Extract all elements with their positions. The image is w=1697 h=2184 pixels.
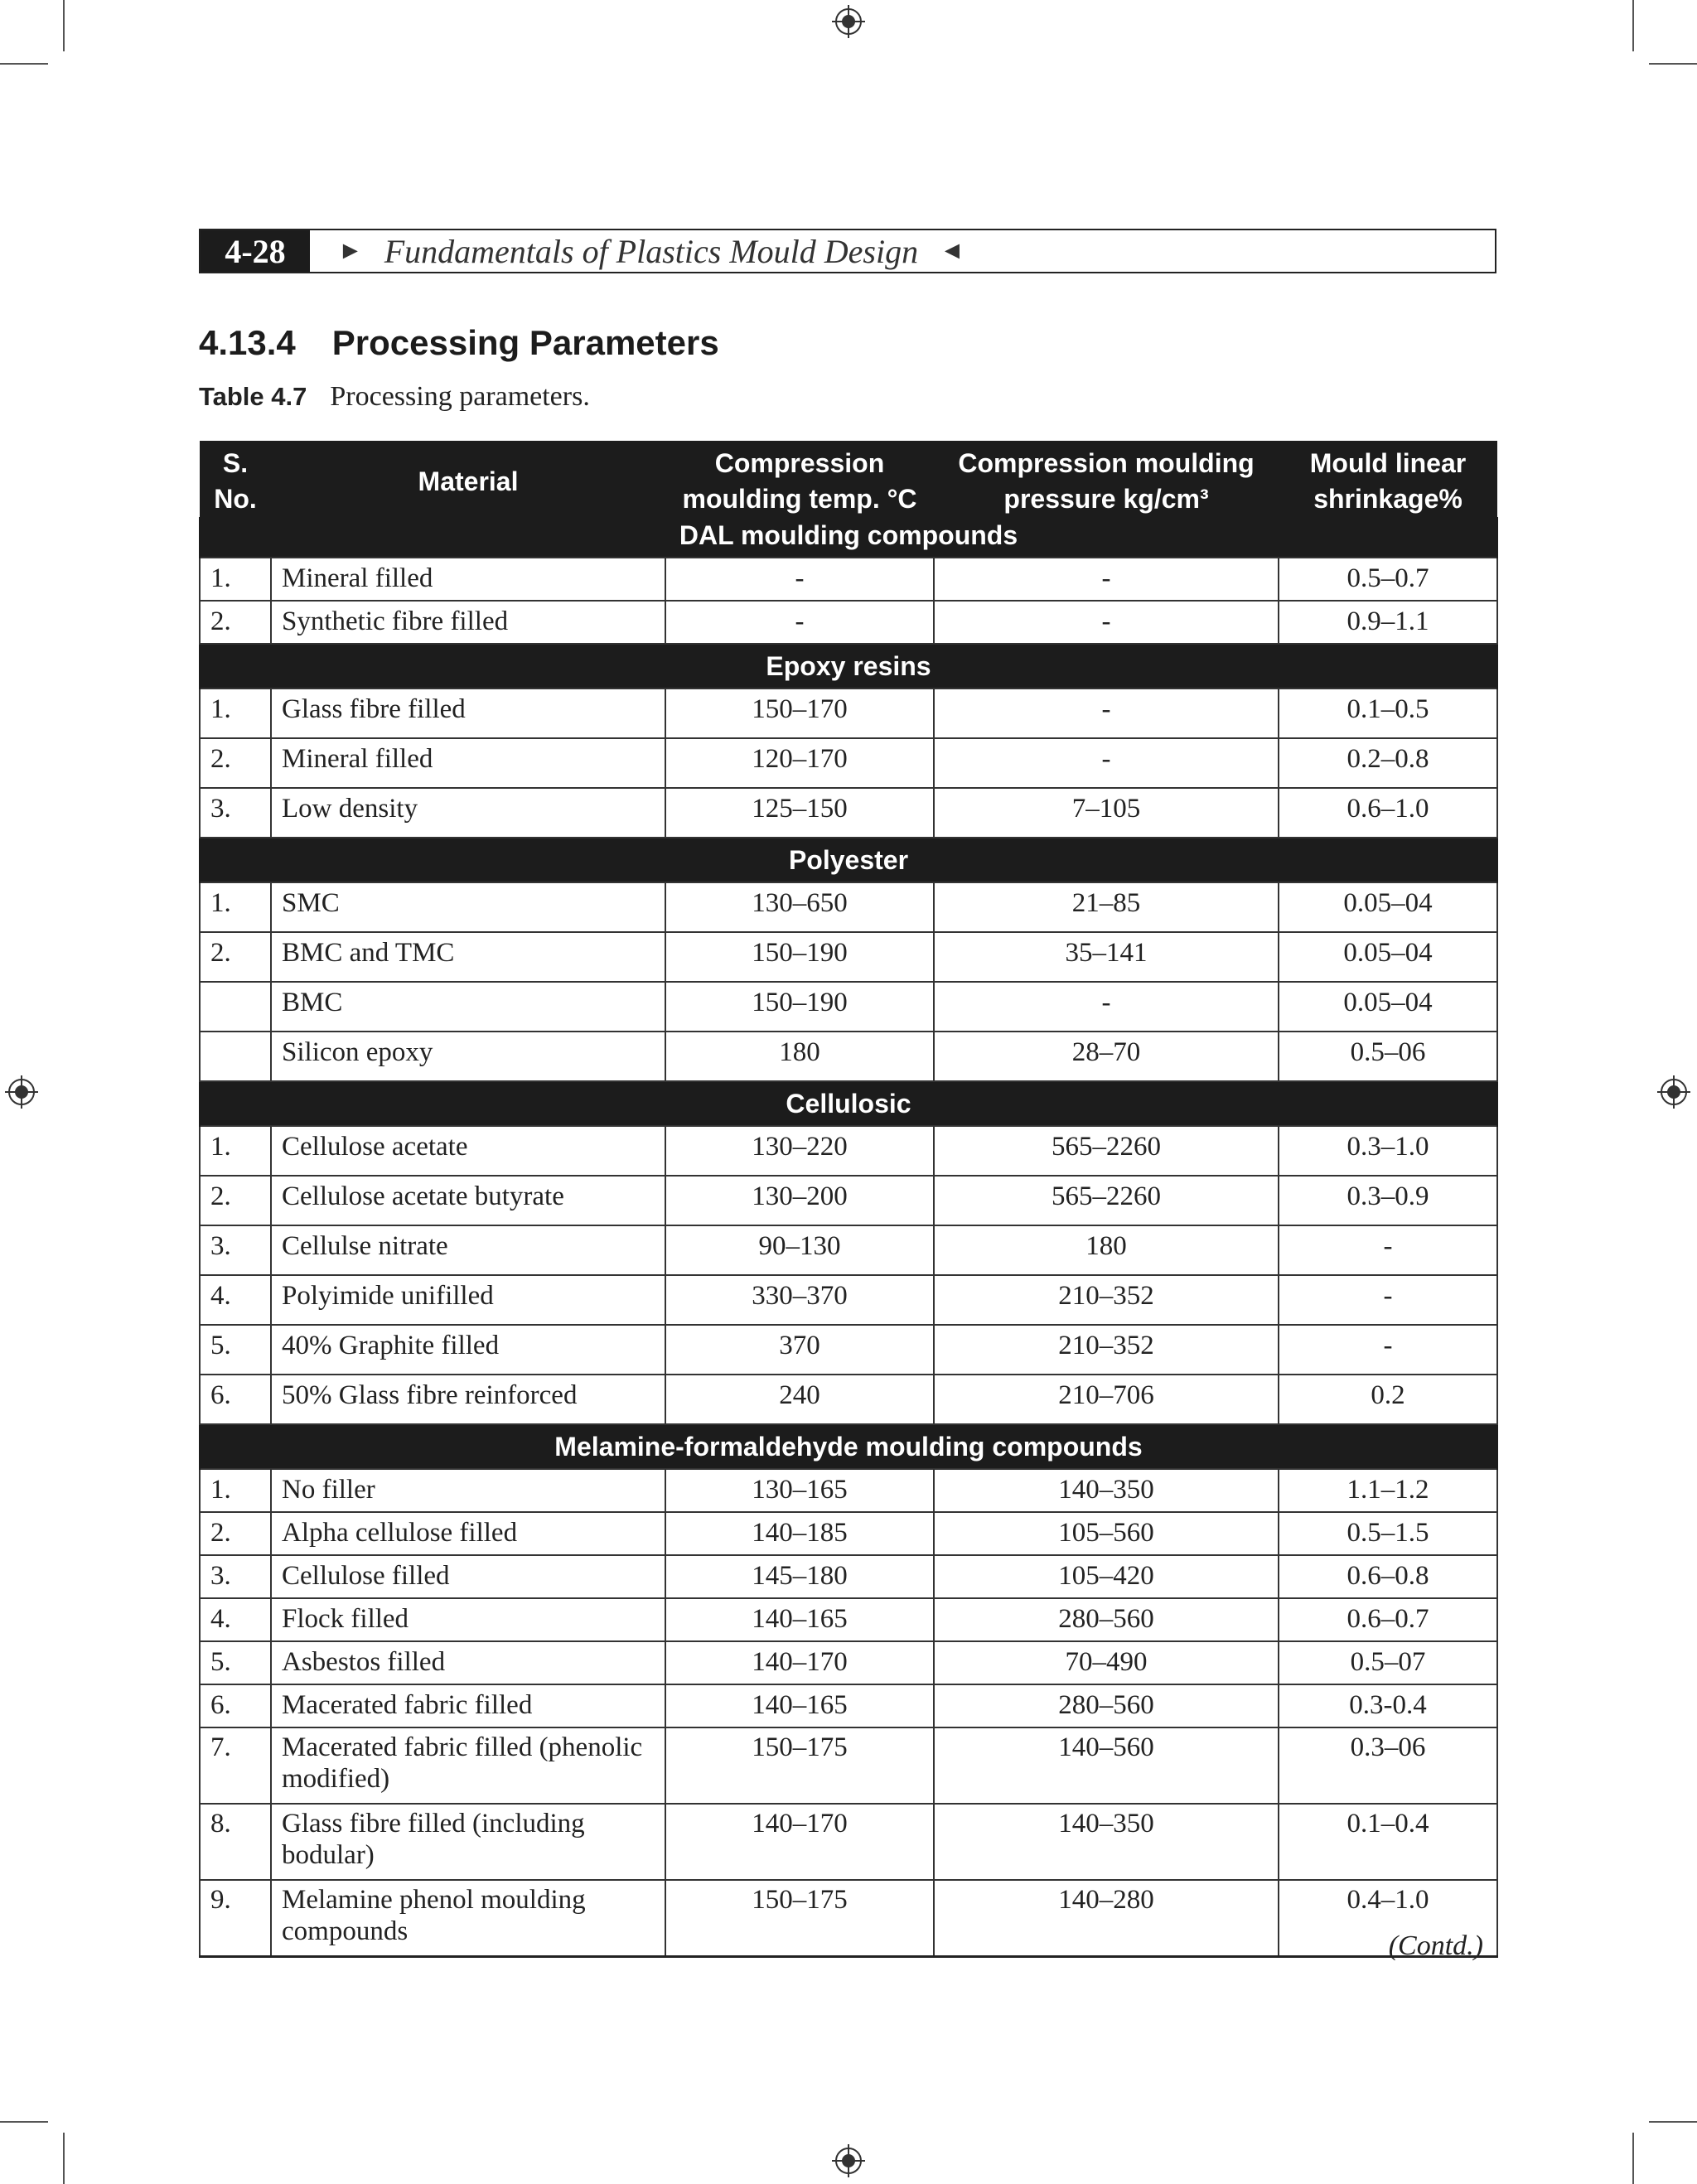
cell-material: Synthetic fibre filled: [271, 601, 665, 644]
cell-sno: 6.: [200, 1684, 271, 1727]
table-row: [200, 1225, 1497, 1275]
cell-shrinkage: 0.3–06: [1279, 1727, 1497, 1804]
table-row: [200, 1598, 1497, 1641]
cell-material: Macerated fabric filled: [271, 1684, 665, 1727]
registration-mark-icon: [1657, 1075, 1690, 1109]
crop-mark: [0, 63, 48, 65]
cell-sno: 9.: [200, 1880, 271, 1957]
cell-shrinkage: 0.2–0.8: [1279, 738, 1497, 788]
group-header-row: [200, 838, 1497, 882]
cell-sno: 1.: [200, 882, 271, 932]
cell-temp: 130–165: [665, 1469, 934, 1512]
cell-sno: 8.: [200, 1804, 271, 1880]
cell-material: Alpha cellulose filled: [271, 1512, 665, 1555]
cell-sno: 2.: [200, 601, 271, 644]
group-header-row: [200, 644, 1497, 689]
cell-temp: 240: [665, 1375, 934, 1424]
cell-sno: 2.: [200, 932, 271, 982]
cell-sno: [200, 1032, 271, 1081]
cell-material: Cellulose acetate butyrate: [271, 1176, 665, 1225]
cell-sno: 1.: [200, 1469, 271, 1512]
cell-shrinkage: 0.6–1.0: [1279, 788, 1497, 838]
table-row: [200, 1512, 1497, 1555]
table-row: [200, 558, 1497, 601]
cell-pressure: 105–560: [934, 1512, 1279, 1555]
cell-temp: 140–165: [665, 1684, 934, 1727]
cell-material: Glass fibre filled (including bodular): [271, 1804, 665, 1880]
cell-sno: 2.: [200, 1176, 271, 1225]
registration-mark-icon: [832, 5, 865, 38]
cell-material: Asbestos filled: [271, 1641, 665, 1684]
table-label: Table 4.7: [199, 382, 307, 411]
cell-temp: 130–200: [665, 1176, 934, 1225]
cell-pressure: -: [934, 601, 1279, 644]
table-row: [200, 601, 1497, 644]
cell-temp: 150–175: [665, 1880, 934, 1957]
cell-pressure: 140–350: [934, 1469, 1279, 1512]
cell-material: Low density: [271, 788, 665, 838]
cell-sno: [200, 982, 271, 1032]
crop-mark: [1649, 2121, 1697, 2123]
cell-pressure: 565–2260: [934, 1126, 1279, 1176]
group-header-row: [200, 1424, 1497, 1469]
cell-pressure: 140–280: [934, 1880, 1279, 1957]
continued-note: (Contd.): [1388, 1930, 1483, 1961]
cell-sno: 3.: [200, 1225, 271, 1275]
table-row: [200, 1176, 1497, 1225]
cell-material: Cellulose acetate: [271, 1126, 665, 1176]
cell-shrinkage: 0.5–07: [1279, 1641, 1497, 1684]
table-row: [200, 1641, 1497, 1684]
cell-pressure: 210–352: [934, 1275, 1279, 1325]
section-title: Processing Parameters: [331, 323, 719, 362]
table-row: [200, 1880, 1497, 1957]
table-row: [200, 1032, 1497, 1081]
cell-shrinkage: 0.05–04: [1279, 932, 1497, 982]
cell-shrinkage: 0.1–0.5: [1279, 689, 1497, 738]
cell-sno: 1.: [200, 558, 271, 601]
group-name: DAL moulding compounds: [200, 517, 1497, 558]
cell-material: Silicon epoxy: [271, 1032, 665, 1081]
cell-material: No filler: [271, 1469, 665, 1512]
cell-temp: 370: [665, 1325, 934, 1375]
left-pointer-icon: ◄: [940, 237, 965, 264]
cell-shrinkage: 0.6–0.7: [1279, 1598, 1497, 1641]
cell-shrinkage: 0.2: [1279, 1375, 1497, 1424]
cell-temp: 140–170: [665, 1804, 934, 1880]
cell-sno: 1.: [200, 1126, 271, 1176]
cell-pressure: 565–2260: [934, 1176, 1279, 1225]
cell-pressure: 280–560: [934, 1598, 1279, 1641]
table-caption-text: Processing parameters.: [330, 381, 590, 412]
cell-sno: 5.: [200, 1641, 271, 1684]
table-row: [200, 1275, 1497, 1325]
table-row: [200, 982, 1497, 1032]
cell-pressure: 21–85: [934, 882, 1279, 932]
table-row: [200, 1325, 1497, 1375]
table-caption: [199, 381, 590, 413]
cell-sno: 4.: [200, 1275, 271, 1325]
page-number: 4-28: [201, 230, 310, 272]
section-heading: [199, 323, 719, 363]
cell-temp: 90–130: [665, 1225, 934, 1275]
table-row: [200, 1555, 1497, 1598]
cell-shrinkage: 1.1–1.2: [1279, 1469, 1497, 1512]
table-row: [200, 932, 1497, 982]
registration-mark-icon: [832, 2144, 865, 2177]
table-row: [200, 1375, 1497, 1424]
table-row: [200, 1684, 1497, 1727]
running-header: [199, 229, 1496, 273]
cell-sno: 1.: [200, 689, 271, 738]
table-row: [200, 1126, 1497, 1176]
cell-temp: 140–170: [665, 1641, 934, 1684]
table-body: [200, 517, 1497, 1957]
cell-pressure: 210–706: [934, 1375, 1279, 1424]
cell-temp: 140–165: [665, 1598, 934, 1641]
cell-material: BMC and TMC: [271, 932, 665, 982]
cell-shrinkage: -: [1279, 1275, 1497, 1325]
table-row: [200, 1804, 1497, 1880]
table-row: [200, 738, 1497, 788]
cell-material: 40% Graphite filled: [271, 1325, 665, 1375]
table-header-row: [200, 441, 1497, 517]
cell-material: 50% Glass fibre reinforced: [271, 1375, 665, 1424]
cell-shrinkage: 0.1–0.4: [1279, 1804, 1497, 1880]
cell-sno: 4.: [200, 1598, 271, 1641]
cell-temp: 180: [665, 1032, 934, 1081]
cell-shrinkage: 0.3–1.0: [1279, 1126, 1497, 1176]
cell-temp: 145–180: [665, 1555, 934, 1598]
cell-temp: 130–220: [665, 1126, 934, 1176]
column-header-sno: S. No.: [200, 441, 271, 517]
cell-shrinkage: 0.5–1.5: [1279, 1512, 1497, 1555]
cell-pressure: 280–560: [934, 1684, 1279, 1727]
cell-shrinkage: 0.05–04: [1279, 882, 1497, 932]
cell-material: Mineral filled: [271, 558, 665, 601]
cell-temp: 150–175: [665, 1727, 934, 1804]
column-header-shrinkage: Mould linear shrinkage%: [1279, 441, 1497, 517]
crop-mark: [0, 2121, 48, 2123]
group-header-row: [200, 1081, 1497, 1126]
crop-mark: [63, 0, 65, 51]
cell-shrinkage: -: [1279, 1325, 1497, 1375]
cell-sno: 3.: [200, 1555, 271, 1598]
cell-pressure: 7–105: [934, 788, 1279, 838]
right-pointer-icon: ►: [338, 237, 363, 264]
book-title-bar: [338, 232, 986, 271]
cell-sno: 3.: [200, 788, 271, 838]
cell-temp: 150–190: [665, 982, 934, 1032]
cell-pressure: -: [934, 982, 1279, 1032]
cell-temp: 125–150: [665, 788, 934, 838]
cell-material: SMC: [271, 882, 665, 932]
cell-pressure: 180: [934, 1225, 1279, 1275]
cell-pressure: 140–350: [934, 1804, 1279, 1880]
cell-temp: 140–185: [665, 1512, 934, 1555]
crop-mark: [63, 2133, 65, 2184]
cell-shrinkage: 0.4–1.0: [1279, 1880, 1497, 1957]
column-header-material: Material: [271, 441, 665, 517]
cell-pressure: -: [934, 558, 1279, 601]
cell-sno: 2.: [200, 738, 271, 788]
crop-mark: [1632, 2133, 1634, 2184]
cell-sno: 6.: [200, 1375, 271, 1424]
crop-mark: [1649, 63, 1697, 65]
group-header-row: [200, 517, 1497, 558]
cell-material: Flock filled: [271, 1598, 665, 1641]
table-row: [200, 1469, 1497, 1512]
cell-shrinkage: 0.6–0.8: [1279, 1555, 1497, 1598]
table-row: [200, 882, 1497, 932]
cell-pressure: -: [934, 738, 1279, 788]
cell-pressure: 70–490: [934, 1641, 1279, 1684]
cell-sno: 5.: [200, 1325, 271, 1375]
cell-temp: 330–370: [665, 1275, 934, 1325]
cell-material: Glass fibre filled: [271, 689, 665, 738]
cell-material: Melamine phenol moulding compounds: [271, 1880, 665, 1957]
cell-pressure: 140–560: [934, 1727, 1279, 1804]
cell-shrinkage: 0.9–1.1: [1279, 601, 1497, 644]
cell-pressure: 35–141: [934, 932, 1279, 982]
cell-shrinkage: -: [1279, 1225, 1497, 1275]
group-name: Polyester: [200, 838, 1497, 882]
cell-material: Cellulse nitrate: [271, 1225, 665, 1275]
cell-pressure: 210–352: [934, 1325, 1279, 1375]
table-row: [200, 1727, 1497, 1804]
cell-shrinkage: 0.5–06: [1279, 1032, 1497, 1081]
cell-sno: 2.: [200, 1512, 271, 1555]
group-name: Cellulosic: [200, 1081, 1497, 1126]
cell-material: Macerated fabric filled (phenolic modified): [271, 1727, 665, 1804]
section-number: 4.13.4: [199, 323, 296, 362]
registration-mark-icon: [5, 1075, 38, 1109]
cell-material: BMC: [271, 982, 665, 1032]
cell-temp: 120–170: [665, 738, 934, 788]
cell-temp: 130–650: [665, 882, 934, 932]
column-header-temp: Compression moulding temp. °C: [665, 441, 934, 517]
cell-pressure: 105–420: [934, 1555, 1279, 1598]
table-row: [200, 689, 1497, 738]
book-title: Fundamentals of Plastics Mould Design: [384, 232, 919, 270]
cell-material: Polyimide unifilled: [271, 1275, 665, 1325]
cell-sno: 7.: [200, 1727, 271, 1804]
cell-temp: -: [665, 558, 934, 601]
group-name: Melamine-formaldehyde moulding compounds: [200, 1424, 1497, 1469]
cell-shrinkage: 0.3–0.9: [1279, 1176, 1497, 1225]
cell-temp: 150–190: [665, 932, 934, 982]
cell-material: Mineral filled: [271, 738, 665, 788]
cell-shrinkage: 0.05–04: [1279, 982, 1497, 1032]
cell-shrinkage: 0.3-0.4: [1279, 1684, 1497, 1727]
group-name: Epoxy resins: [200, 644, 1497, 689]
cell-material: Cellulose filled: [271, 1555, 665, 1598]
crop-mark: [1632, 0, 1634, 51]
column-header-pressure: Compression moulding pressure kg/cm³: [934, 441, 1279, 517]
table-row: [200, 788, 1497, 838]
cell-shrinkage: 0.5–0.7: [1279, 558, 1497, 601]
processing-parameters-table: [199, 441, 1498, 1958]
cell-pressure: -: [934, 689, 1279, 738]
cell-temp: 150–170: [665, 689, 934, 738]
cell-pressure: 28–70: [934, 1032, 1279, 1081]
cell-temp: -: [665, 601, 934, 644]
